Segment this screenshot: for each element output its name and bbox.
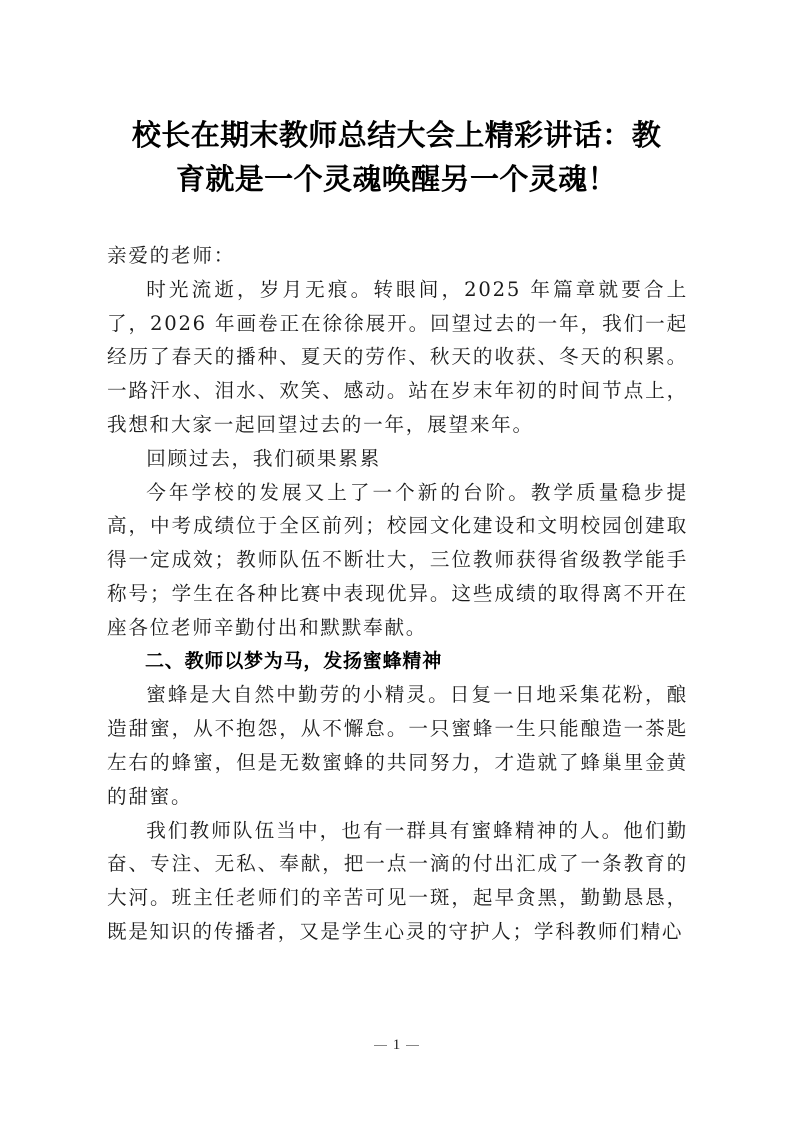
salutation: 亲爱的老师： [107,244,236,267]
document-title [100,113,693,201]
dash-left [374,1045,387,1046]
paragraph-bees: 蜜蜂是大自然中勤劳的小精灵。日复一日地采集花粉，酿造甜蜜，从不抱怨，从不懈怠。一只蜜蜂一生只能酿造一茶匙左右的蜂蜜，但是无数蜜蜂的共同努力，才造就了蜂巢里金黄的甜蜜。 [107,683,688,808]
paragraph-teachers: 我们教师队伍当中，也有一群具有蜜蜂精神的人。他们勤奋、专注、无私、奉献，把一点一滴的付出汇成了一条教育的大河。班主任老师们的辛苦可见一斑，起早贪黑，勤勤恳恳，既是知识的传播者，又是学生心灵的守护人；学科教师们精心 [107,818,688,943]
section-heading-2: 二、教师以梦为马，发扬蜜蜂精神 [145,649,443,672]
page-number: 1 [392,1037,401,1053]
subheading-review: 回顾过去，我们硕果累累 [146,446,381,470]
document-body [107,239,688,949]
paragraph-opening: 时光流逝，岁月无痕。转眼间，2025 年篇章就要合上了，2026 年画卷正在徐徐展开。回望过去的一年，我们一起经历了春天的播种、夏天的劳作、秋天的收获、冬天的积累。一路汗水、泪水、欢笑、感动。站在岁末年初的时间节点上，我想和大家一起回望过去的一年，展望来年。 [107,277,688,436]
page-footer [0,1037,793,1054]
title-line-1: 校长在期末教师总结大会上精彩讲话：教 [131,118,662,152]
dash-right [406,1045,419,1046]
paragraph-achievements: 今年学校的发展又上了一个新的台阶。教学质量稳步提高，中考成绩位于全区前列；校园文化建设和文明校园创建取得一定成效；教师队伍不断壮大，三位教师获得省级教学能手称号；学生在各种比赛中表现优异。这些成绩的取得离不开在座各位老师辛勤付出和默默奉献。 [107,480,688,639]
title-line-2: 育就是一个灵魂唤醒另一个灵魂！ [175,162,617,196]
